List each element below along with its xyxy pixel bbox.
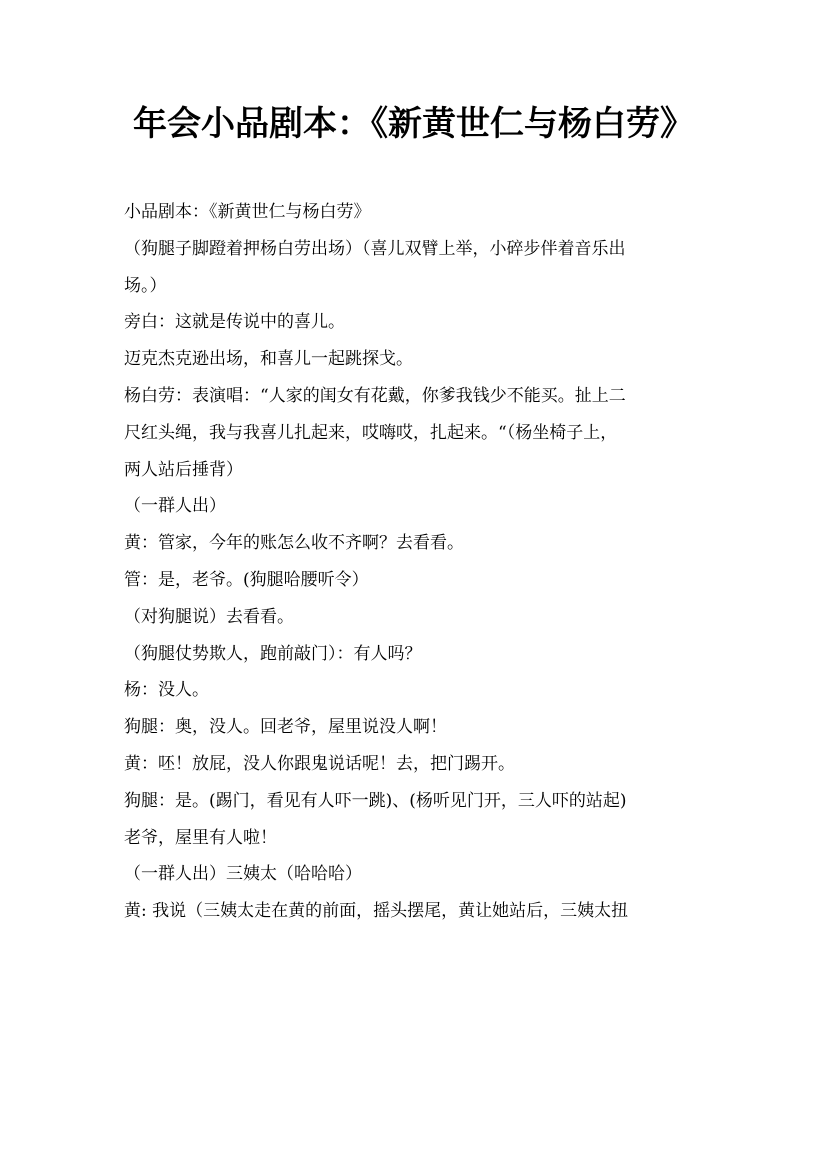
script-line: 杨白劳：表演唱：“人家的闺女有花戴，你爹我钱少不能买。扯上二 bbox=[124, 385, 626, 406]
script-body bbox=[124, 194, 724, 930]
script-line: （狗腿子脚蹬着押杨白劳出场）（喜儿双臂上举，小碎步伴着音乐出 bbox=[124, 238, 626, 259]
script-line: 管：是，老爷。(狗腿哈腰听令） bbox=[124, 569, 369, 590]
script-line: 迈克杰克逊出场，和喜儿一起跳探戈。 bbox=[124, 349, 413, 370]
script-line: 狗腿：是。(踢门，看见有人吓一跳)、(杨听见门开，三人吓的站起) bbox=[124, 790, 627, 811]
script-line: （一群人出）三姨太（哈哈哈） bbox=[124, 864, 362, 885]
script-line: （狗腿仗势欺人，跑前敲门）：有人吗？ bbox=[124, 643, 422, 664]
script-line: 小品剧本：《新黄世仁与杨白劳》 bbox=[124, 202, 371, 222]
script-line: 旁白：这就是传说中的喜儿。 bbox=[124, 312, 345, 333]
script-line: （对狗腿说）去看看。 bbox=[124, 606, 294, 627]
script-line: 老爷，屋里有人啦！ bbox=[124, 827, 277, 848]
script-line: 黄：呸！放屁，没人你跟鬼说话呢！去，把门踢开。 bbox=[124, 753, 515, 774]
script-line: 黄: 我说（三姨太走在黄的前面，摇头摆尾，黄让她站后，三姨太扭 bbox=[124, 901, 629, 922]
script-line: 场。） bbox=[124, 275, 167, 296]
document-title: 年会小品剧本：《新黄世仁与杨白劳》 bbox=[133, 104, 694, 144]
script-line: 黄：管家，今年的账怎么收不齐啊？去看看。 bbox=[124, 533, 464, 554]
script-line: 狗腿：奥，没人。回老爷，屋里说没人啊！ bbox=[124, 717, 447, 738]
script-line: 两人站后捶背） bbox=[124, 459, 243, 480]
script-line: 杨：没人。 bbox=[124, 680, 209, 701]
script-line: （一群人出） bbox=[124, 496, 226, 517]
script-line: 尺红头绳，我与我喜儿扎起来，哎嗨哎，扎起来。“（杨坐椅子上， bbox=[124, 422, 618, 443]
